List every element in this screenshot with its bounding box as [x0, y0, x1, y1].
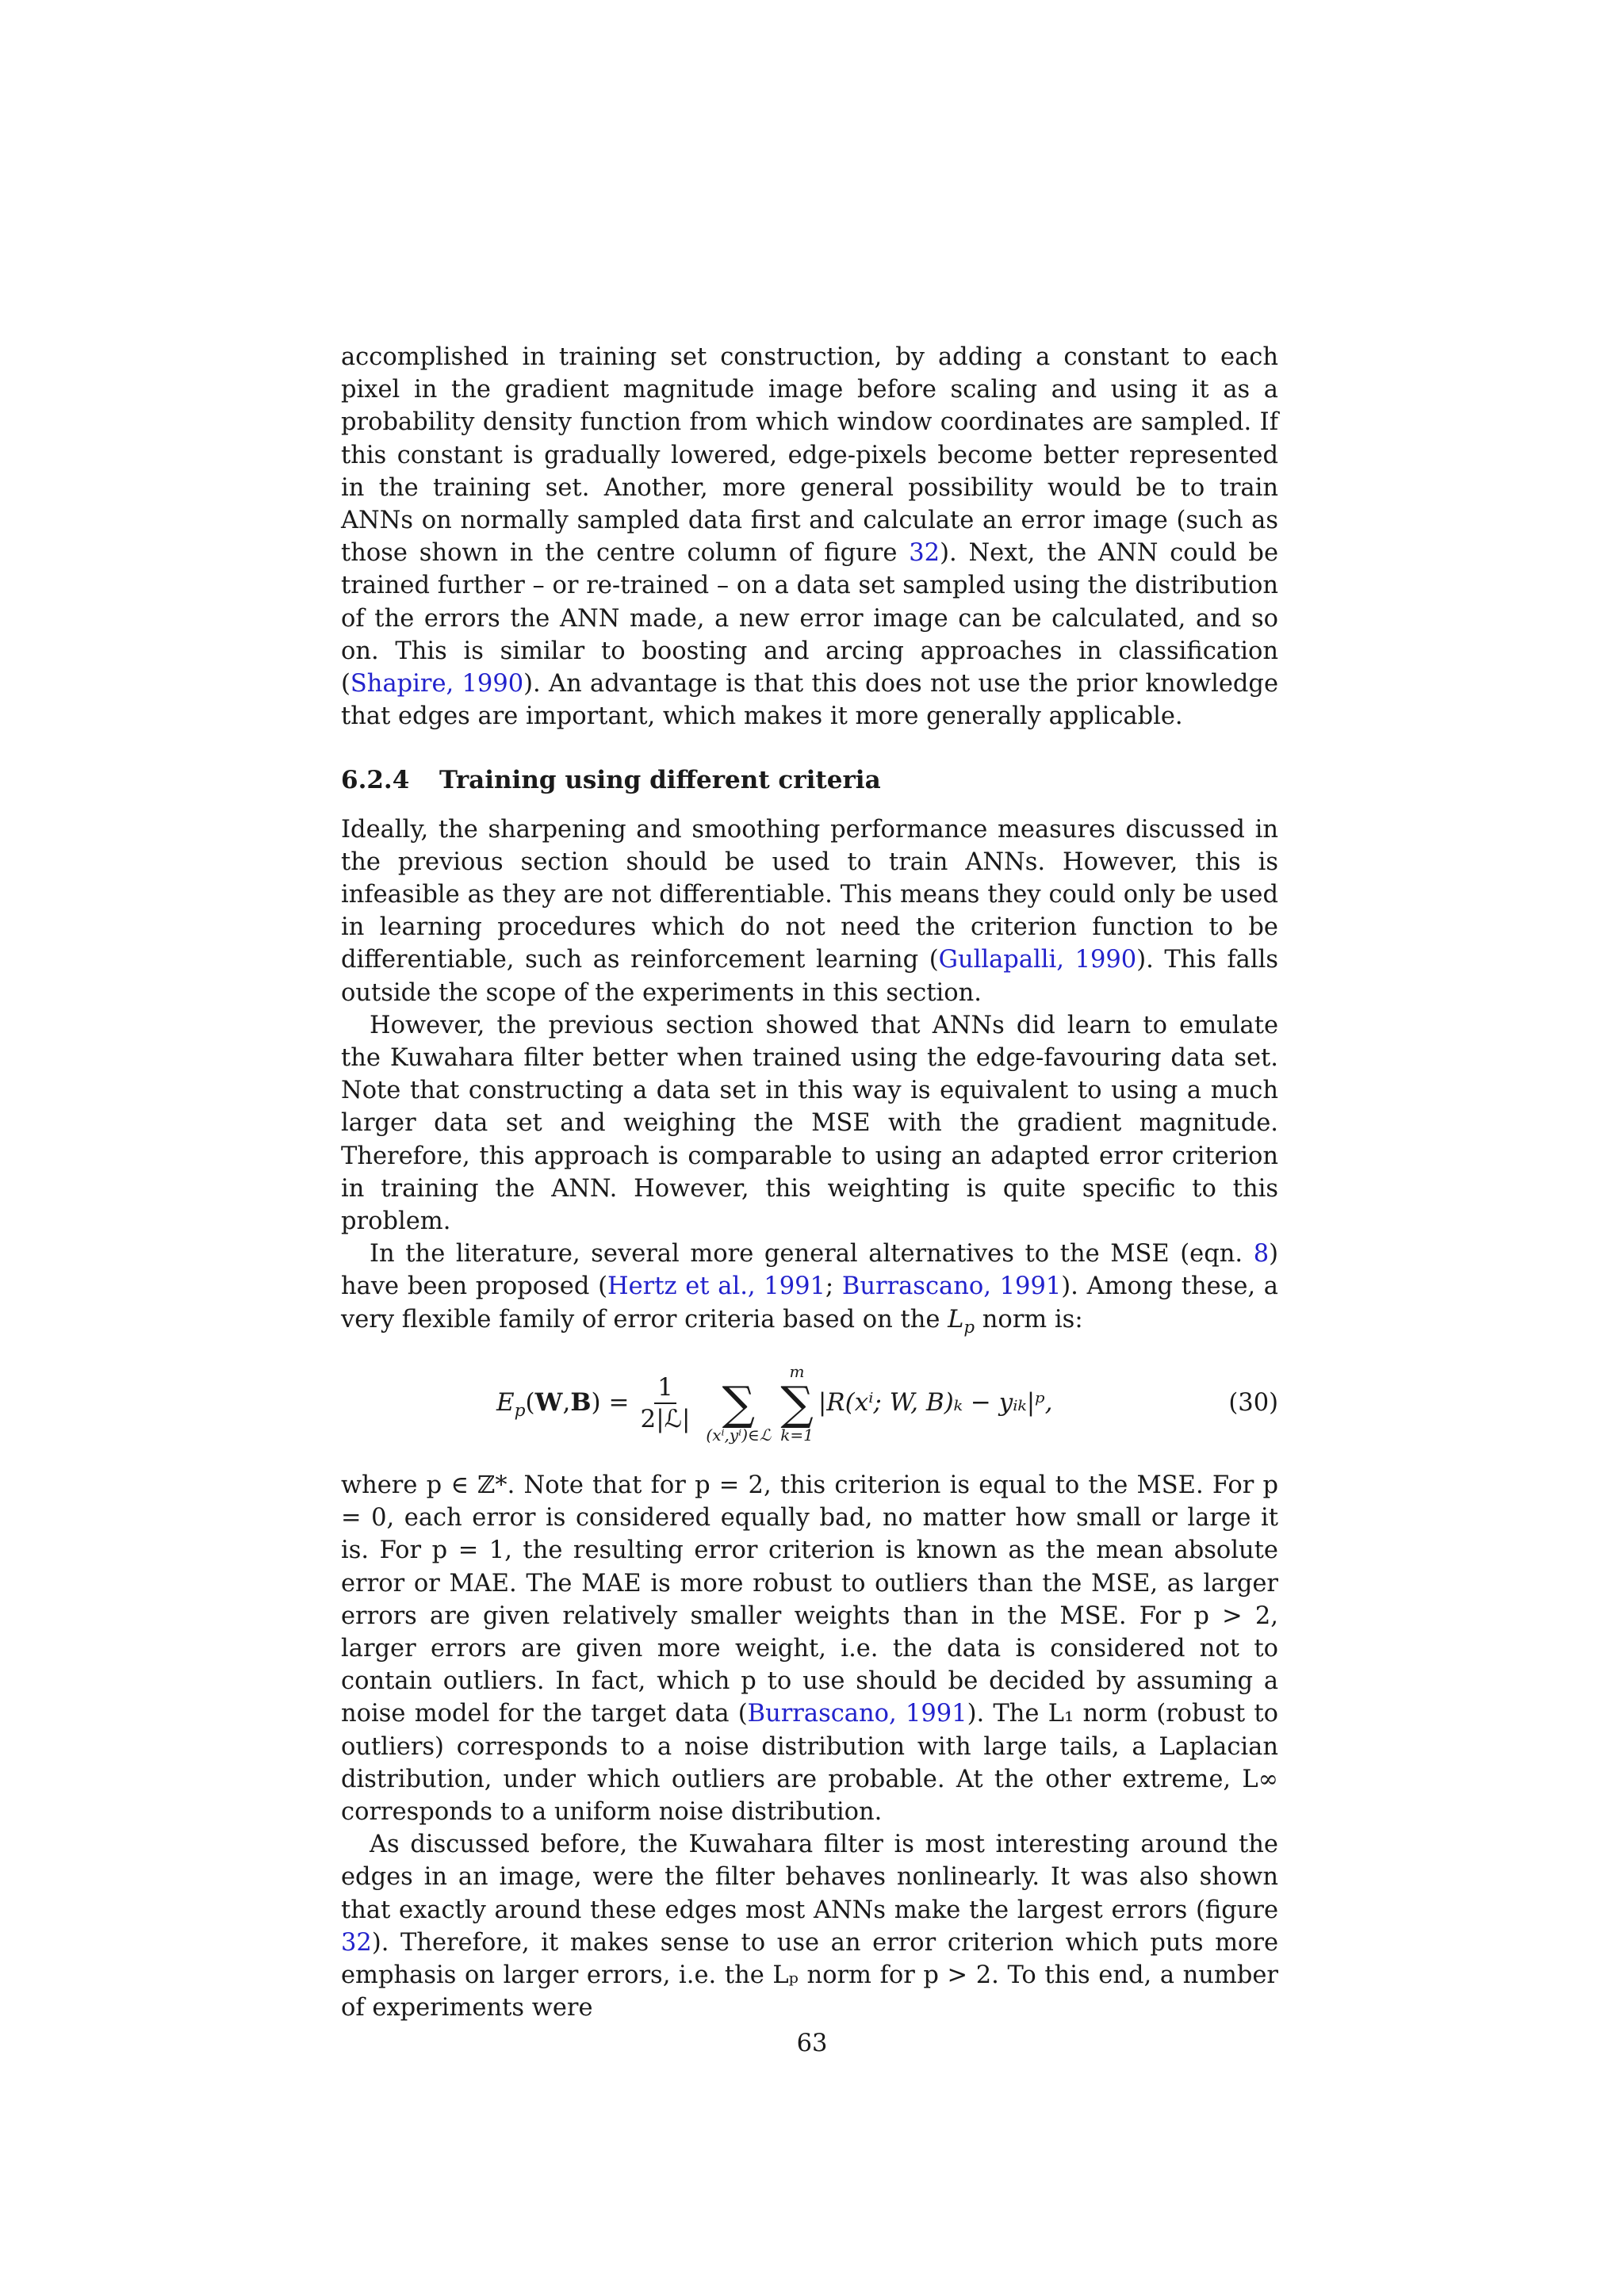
- paragraph-training-set-construction: [341, 341, 1278, 733]
- paragraph-edge-favouring: However, the previous section showed that ANNs did learn to emulate the Kuwahara filter better when trained using the edge-favouring data set. Note that constructing a data set in this way is equivalent to using a much larger data set and weighing the MSE with the gradient magnitude. Therefore, this approach is comparable to using an adapted error criterion in training the ANN. However, this weighting is quite specific to this problem.: [341, 1011, 1278, 1236]
- lp-symbol: $L_p$: [948, 1305, 975, 1337]
- eq-weights-symbol: W: [534, 1388, 563, 1418]
- sum-symbol: ∑: [780, 1376, 814, 1430]
- citation-burrascano-1991[interactable]: Burrascano, 1991: [747, 1700, 967, 1728]
- citation-burrascano-1991[interactable]: Burrascano, 1991: [841, 1272, 1062, 1301]
- text-span: ). Next, the ANN could be trained further – or re-trained – on a data set sampled using the distribution of the errors the ANN made, a new error image can be calculated, and so on. This is similar to boosting and arcing approaches in classification (: [341, 539, 1278, 698]
- subsection-title: Training using different criteria: [439, 766, 881, 795]
- paragraph-p-values: [341, 1469, 1278, 1828]
- eq-frac-denominator: 2|ℒ|: [640, 1404, 691, 1433]
- equation-ref-8[interactable]: 8: [1253, 1240, 1270, 1269]
- subsection-number: 6.2.4: [341, 766, 410, 795]
- citation-gullapalli-1990[interactable]: Gullapalli, 1990: [938, 946, 1137, 974]
- text-span: Ideally, the sharpening and smoothing performance measures discussed in the previous section should be used to train ANNs. However, this is infeasible as they are not differentiable. This means they could only be used in learning procedures which do not need the criterion function to be differentiable, such as reinforcement learning (: [341, 815, 1278, 974]
- figure-ref-32[interactable]: 32: [909, 539, 940, 568]
- text-span: ) have been proposed (: [341, 1240, 1278, 1301]
- eq-sum-over-set: [706, 1362, 771, 1445]
- citation-shapire-1990[interactable]: Shapire, 1990: [350, 670, 524, 698]
- figure-ref-32[interactable]: 32: [341, 1928, 372, 1957]
- eq-frac-numerator: 1: [654, 1372, 676, 1404]
- text-span: where p ∈ ℤ*. Note that for p = 2, this criterion is equal to the MSE. For p = 0, each error is considered equally bad, no matter how small or large it is. For p = 1, the resulting error criterion is known as the mean absolute error or MAE. The MAE is more robust to outliers than the MSE, as larger errors are given relatively smaller weights than in the MSE. For p > 2, larger errors are given more weight, i.e. the data is considered not to contain outliers. In fact, which p to use should be decided by assuming a noise model for the target data (: [341, 1471, 1278, 1728]
- equation-body: [496, 1344, 1053, 1463]
- text-span: ;: [825, 1272, 842, 1301]
- page-body: [341, 341, 1278, 2024]
- text-span: ). The L₁ norm (robust to outliers) corresponds to a noise distribution with large tails, a Laplacian distribution, under which outliers are probable. At the other extreme, L∞ corresponds to a uniform noise distribution.: [341, 1700, 1278, 1826]
- text-span: ). An advantage is that this does not use the prior knowledge that edges are important, which makes it more generally applicable.: [341, 670, 1279, 731]
- eq-paren: (: [525, 1388, 535, 1418]
- text-span: ). Among these, a very flexible family of error criteria based on the: [341, 1272, 1278, 1334]
- sum-lower-limit: k=1: [780, 1425, 814, 1445]
- sum-lower-limit: (xⁱ,yⁱ)∈ℒ: [706, 1425, 772, 1445]
- eq-fraction: [637, 1372, 693, 1434]
- subsection-heading: [341, 764, 1278, 797]
- eq-lhs: $E_p$: [496, 1388, 526, 1422]
- sum-upper-limit: m: [789, 1361, 805, 1381]
- citation-hertz-1991[interactable]: Hertz et al., 1991: [607, 1272, 825, 1301]
- sum-symbol: ∑: [722, 1376, 756, 1430]
- eq-bias-symbol: B: [570, 1388, 592, 1418]
- equation-30: [341, 1344, 1278, 1463]
- eq-comma: ,: [562, 1388, 571, 1418]
- eq-summand: |R(xⁱ; W, B)ₖ − yᵢₖ|ᵖ,: [818, 1388, 1053, 1418]
- text-span: norm is:: [975, 1305, 1083, 1334]
- paragraph-ideal-measures: [341, 813, 1278, 1009]
- eq-sum-over-k: [780, 1362, 814, 1445]
- text-span: accomplished in training set construction, by adding a constant to each pixel in the gradient magnitude image before scaling and using it as a probability density function from which window coordinates are sampled. If this constant is gradually lowered, edge-pixels become better represented in the training set. Another, more general possibility would be to train ANNs on normally sampled data first and calculate an error image (such as those shown in the centre column of figure: [341, 343, 1278, 568]
- paragraph-kuwahara-edges: [341, 1828, 1278, 2024]
- text-span: In the literature, several more general alternatives to the MSE (eqn.: [370, 1240, 1254, 1269]
- paragraph-literature-alternatives: [341, 1238, 1278, 1336]
- text-span: ). Therefore, it makes sense to use an error criterion which puts more emphasis on larger errors, i.e. the Lₚ norm for p > 2. To this end, a number of experiments were: [341, 1928, 1278, 2022]
- eq-equals: ) =: [591, 1388, 630, 1418]
- page-number: 63: [796, 2030, 828, 2057]
- equation-number: (30): [1228, 1389, 1278, 1418]
- text-span: ). This falls outside the scope of the experiments in this section.: [341, 946, 1279, 1007]
- text-span: As discussed before, the Kuwahara filter is most interesting around the edges in an image, were the filter behaves nonlinearly. It was also shown that exactly around these edges most ANNs make the largest errors (figure: [341, 1831, 1278, 1924]
